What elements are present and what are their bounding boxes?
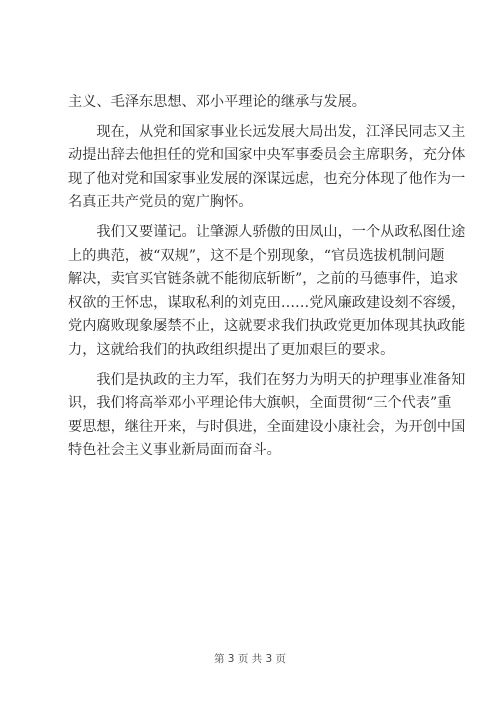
text-line: 力，这就给我们的执政组织提出了更加艰巨的要求。 bbox=[68, 341, 395, 358]
text-line: 现在，从党和国家事业长远发展大局出发，江泽民同志又主 bbox=[68, 123, 466, 140]
text-line: 党内腐败现象屡禁不止，这就要求我们执政党更加体现其执政能 bbox=[68, 318, 466, 335]
text-line: 权欲的王怀忠，谋取私利的刘克田……党风廉政建设刻不容缓， bbox=[68, 294, 466, 311]
paragraph-1 bbox=[68, 91, 434, 115]
document-body bbox=[68, 91, 466, 469]
text-line: 动提出辞去他担任的党和国家中央军事委员会主席职务，充分体 bbox=[68, 147, 466, 164]
page-number-footer: 第 3 页 共 3 页 bbox=[213, 653, 287, 665]
text-line: 我们是执政的主力军，我们在努力为明天的护理事业准备知 bbox=[68, 371, 466, 388]
text-line: 我们又要谨记。让肇源人骄傲的田凤山，一个从政私图仕途 bbox=[68, 223, 466, 240]
text-line: 解决，卖官买官链条就不能彻底斩断”，之前的马德事件，追求 bbox=[68, 271, 459, 288]
text-line: 特色社会主义事业新局面而奋斗。 bbox=[68, 442, 281, 459]
text-line: 主义、毛泽东思想、邓小平理论的继承与发展。 bbox=[68, 94, 366, 110]
text-line: 识，我们将高举邓小平理论伟大旗帜，全面贯彻“三个代表”重 bbox=[68, 395, 452, 412]
paragraph-3 bbox=[68, 221, 466, 363]
text-line: 上的典范，被“双规”，这不是个别现象，“官员选拔机制问题 bbox=[68, 247, 445, 264]
text-line: 名真正共产党员的宽广胸怀。 bbox=[68, 194, 253, 211]
paragraph-2 bbox=[68, 121, 466, 215]
text-line: 现了他对党和国家事业发展的深谋远虑，也充分体现了他作为一 bbox=[68, 170, 466, 187]
text-line: 要思想，继往开来，与时俱进，全面建设小康社会，为开创中国 bbox=[68, 418, 466, 435]
paragraph-4 bbox=[68, 369, 466, 463]
